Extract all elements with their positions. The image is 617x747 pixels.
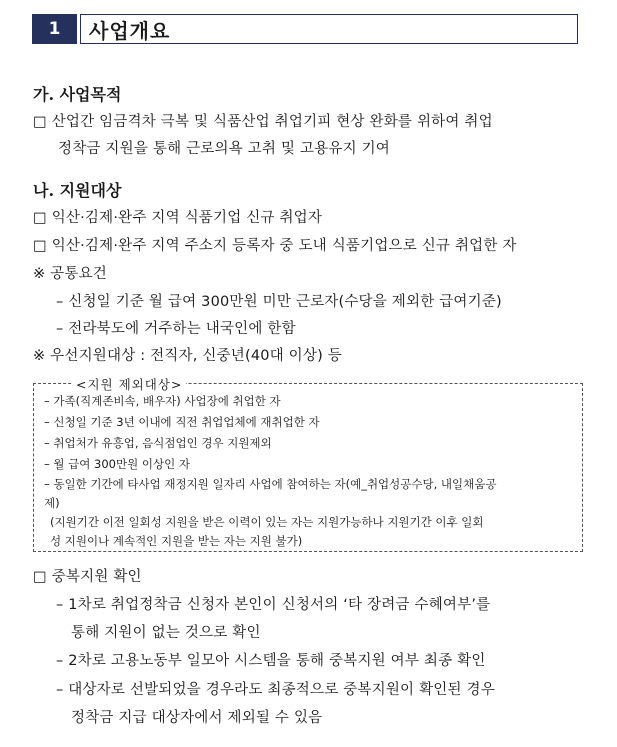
exclusion-item: – 동일한 기간에 타사업 재정지원 일자리 사업에 참여하는 자(예_취업성공수당, 내일채움공 <box>44 477 497 491</box>
duplicate-check-item-2: – 2차로 고용노동부 일모아 시스템을 통해 중복지원 여부 최종 확인 <box>56 653 486 669</box>
section-title-box <box>80 14 578 44</box>
exclusion-notice-box <box>33 377 583 552</box>
exclusion-item: – 취업처가 유흥업, 음식점업인 경우 지원제외 <box>44 436 272 450</box>
target-bullet-2: □ 익산·김제·완주 지역 주소지 등록자 중 도내 식품기업으로 신규 취업한 자 <box>33 238 517 254</box>
section-number-badge <box>32 14 77 44</box>
exclusion-note-line-1: (지원기간 이전 일회성 지원을 받은 이력이 있는 자는 지원가능하나 지원기간 이후 일회 <box>50 515 484 529</box>
section-number: 1 <box>48 19 61 39</box>
subsection-title-target: 나. 지원대상 <box>33 181 122 200</box>
section-title: 사업개요 <box>89 18 171 43</box>
target-bullet-1: □ 익산·김제·완주 지역 식품기업 신규 취업자 <box>33 210 323 226</box>
subsection-title-purpose: 가. 사업목적 <box>33 85 122 104</box>
common-requirement-1: – 신청일 기준 월 급여 300만원 미만 근로자(수당을 제외한 급여기준) <box>56 294 502 310</box>
duplicate-check-item-1-line-1: – 1차로 취업정착금 신청자 본인이 신청서의 ‘타 장려금 수혜여부’를 <box>56 597 491 613</box>
common-requirements-title: ※ 공통요건 <box>33 266 107 282</box>
exclusion-item: 제) <box>44 496 60 510</box>
exclusion-note-line-2: 성 지원이나 계속적인 지원을 받는 자는 지원 불가) <box>50 534 303 548</box>
exclusion-item: – 월 급여 300만원 이상인 자 <box>44 457 190 471</box>
common-requirement-2: – 전라북도에 거주하는 내국인에 한함 <box>56 321 296 337</box>
duplicate-check-title: □ 중복지원 확인 <box>33 569 142 585</box>
exclusion-item: – 가족(직계존비속, 배우자) 사업장에 취업한 자 <box>44 394 281 408</box>
duplicate-check-item-3-line-1: – 대상자로 선발되었을 경우라도 최종적으로 중복지원이 확인된 경우 <box>56 682 495 698</box>
exclusion-item: – 신청일 기준 3년 이내에 직전 취업업체에 재취업한 자 <box>44 415 320 429</box>
duplicate-check-item-1-line-2: 통해 지원이 없는 것으로 확인 <box>71 625 261 641</box>
exclusion-title: <지원 제외대상> <box>72 375 186 393</box>
purpose-line-1: □ 산업간 임금격차 극복 및 식품산업 취업기피 현상 완화를 위하여 취업 <box>33 114 493 130</box>
priority-target: ※ 우선지원대상 : 전직자, 신중년(40대 이상) 등 <box>33 348 342 364</box>
purpose-line-2: 정착금 지원을 통해 근로의욕 고취 및 고용유지 기여 <box>58 141 391 157</box>
duplicate-check-item-3-line-2: 정착금 지급 대상자에서 제외될 수 있음 <box>71 710 323 726</box>
